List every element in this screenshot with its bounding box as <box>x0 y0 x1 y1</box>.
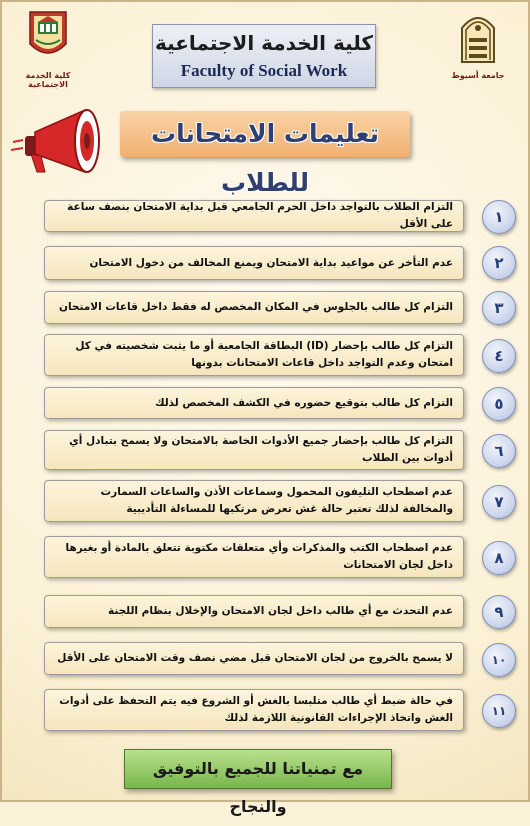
rule-item-4 <box>44 334 464 376</box>
rule-text: عدم التأخر عن مواعيد بداية الامتحان ويمنع المخالف من دخول الامتحان <box>89 256 453 269</box>
rule-text: التزام كل طالب بالجلوس في المكان المخصص له فقط داخل قاعات الامتحان <box>59 301 453 313</box>
rule-number-badge: ٢ <box>482 246 516 280</box>
rule-text: التزام الطلاب بالتواجد داخل الحرم الجامعي قبل بداية الامتحان بنصف ساعة على الأقل <box>67 201 453 230</box>
faculty-logo <box>8 8 88 89</box>
rule-item-5 <box>44 387 464 419</box>
faculty-logo-caption: كلية الخدمة الاجتماعية <box>25 71 71 89</box>
good-luck-banner <box>124 749 392 816</box>
rule-item-11 <box>44 689 464 731</box>
header-title-box <box>152 24 376 88</box>
rule-number-badge: ٣ <box>482 291 516 325</box>
rule-item-3 <box>44 291 464 324</box>
good-luck-text: مع تمنياتنا للجميع بالتوفيق والنجاح <box>152 759 364 816</box>
faculty-emblem-icon <box>26 8 70 64</box>
university-logo <box>438 8 518 80</box>
rule-number-badge: ٥ <box>482 387 516 421</box>
rule-text: في حالة ضبط أي طالب متلبسا بالغش أو الشروع فيه يتم التحفظ على أدوات الغش واتخاذ الإجراءات القانونية اللازمة لذلك <box>59 695 453 724</box>
rule-text: التزام كل طالب بتوقيع حضوره في الكشف المخصص لذلك <box>154 396 453 409</box>
rule-text: عدم اصطحاب التليفون المحمول وسماعات الأذن والساعات السمارت والمخالفة لذلك تعتبر حالة غش تعرض مرتكبها للمساءلة التأديبية <box>100 486 453 515</box>
rule-item-7 <box>44 480 464 522</box>
rule-text: لا يسمح بالخروج من لجان الامتحان قبل مضي نصف وقت الامتحان على الأقل <box>57 652 453 664</box>
rule-item-8 <box>44 536 464 578</box>
rule-number-badge: ٤ <box>482 339 516 373</box>
rule-item-2 <box>44 246 464 280</box>
rule-text: عدم اصطحاب الكتب والمذكرات وأي متعلقات مكتوبة تتعلق بالمادة أو بغيرها داخل لجان الامتحانات <box>65 542 453 571</box>
instructions-title: تعليمات الامتحانات للطلاب <box>150 119 380 197</box>
rule-number-badge: ٩ <box>482 595 516 629</box>
rule-item-6 <box>44 430 464 470</box>
rule-number-badge: ١٠ <box>482 643 516 677</box>
rule-text: التزام كل طالب بإحضار جميع الأدوات الخاصة بالامتحان ولا يسمح بتبادل أي أدوات بين الطلاب <box>69 435 453 464</box>
rule-text: عدم التحدث مع أي طالب داخل لجان الامتحان والإخلال بنظام اللجنة <box>107 605 453 617</box>
university-emblem-icon <box>456 8 500 64</box>
rule-number-badge: ٧ <box>482 485 516 519</box>
rule-item-10 <box>44 642 464 675</box>
rule-number-badge: ١١ <box>482 694 516 728</box>
rule-item-9 <box>44 595 464 628</box>
rule-number-badge: ٦ <box>482 434 516 468</box>
rule-text: التزام كل طالب بإحضار (ID) البطاقة الجامعية أو ما يثبت شخصيته في كل امتحان وعدم التواجد داخل قاعات الامتحانات بدونها <box>75 340 453 369</box>
faculty-title-arabic: كلية الخدمة الاجتماعية <box>154 31 374 55</box>
university-logo-caption: جامعة أسيوط <box>451 71 505 80</box>
rule-number-badge: ١ <box>482 200 516 234</box>
megaphone-icon <box>7 102 112 182</box>
instructions-title-box <box>120 111 410 197</box>
rule-item-1 <box>44 200 464 232</box>
rule-number-badge: ٨ <box>482 541 516 575</box>
faculty-title-english: Faculty of Social Work <box>180 61 348 80</box>
